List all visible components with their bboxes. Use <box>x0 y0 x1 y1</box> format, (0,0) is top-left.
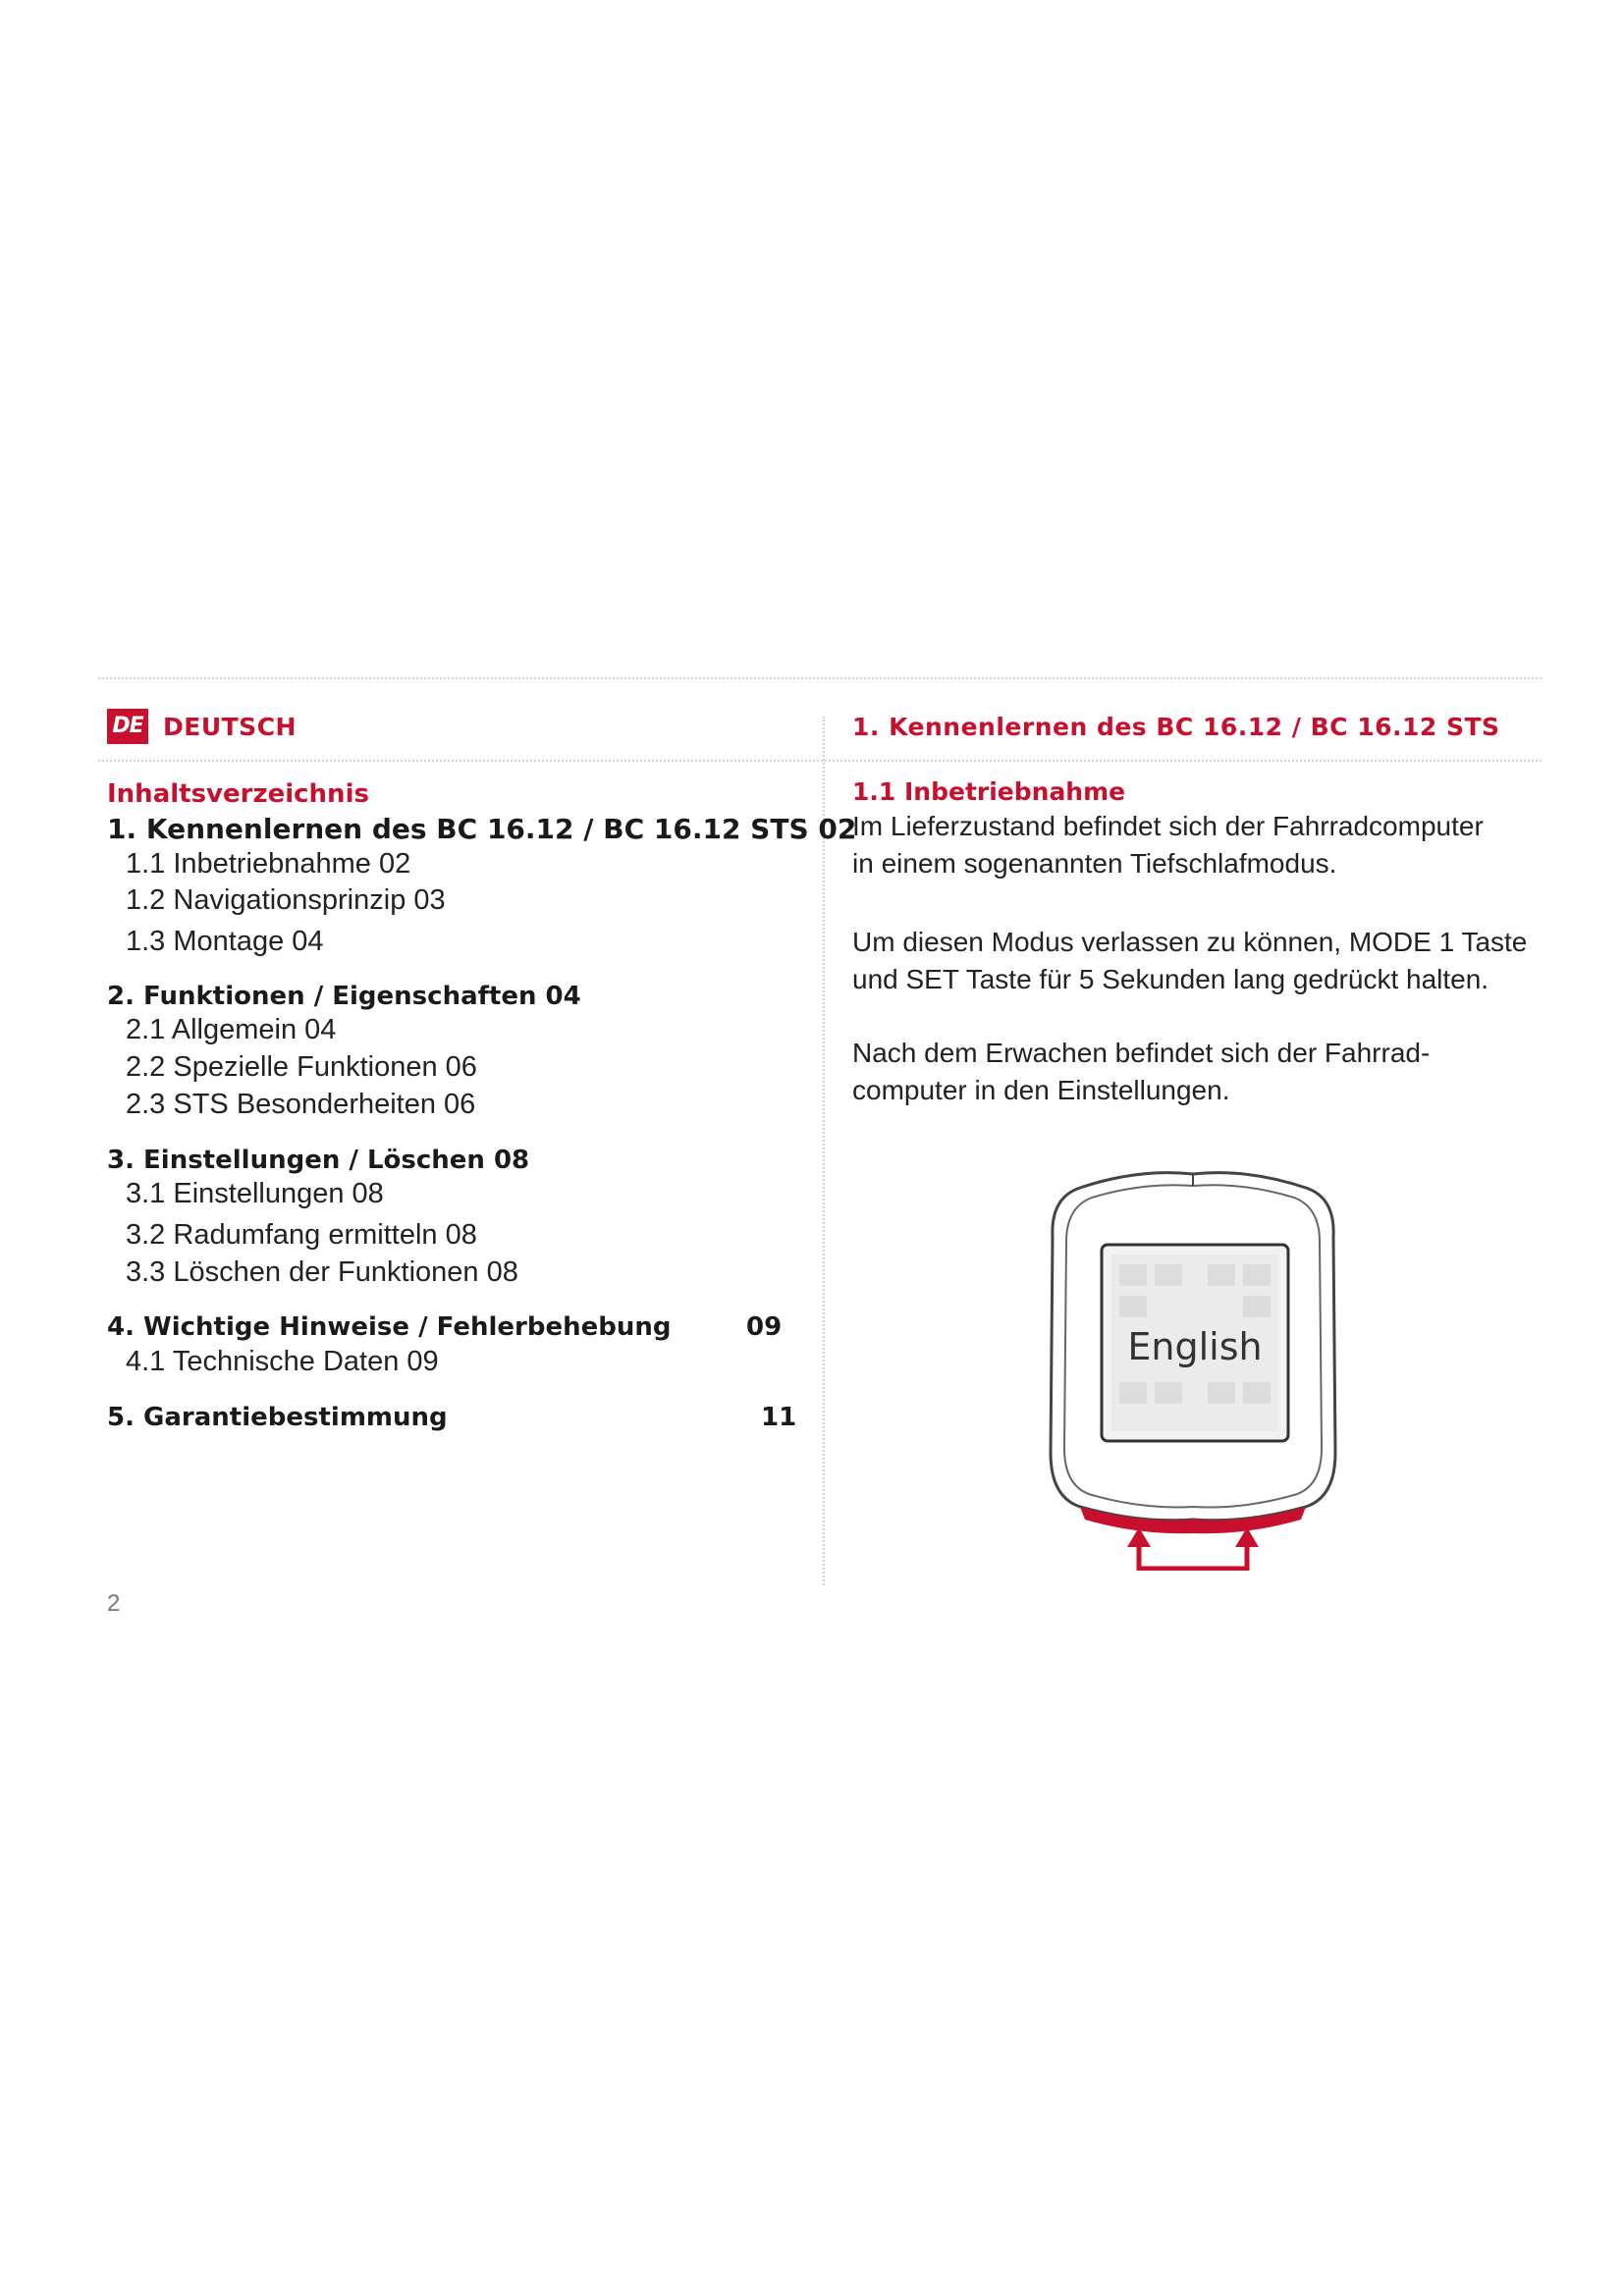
toc-entry-2-2: 2.2 Spezielle Funktionen 06 <box>126 1051 477 1083</box>
paragraph-1-line-2: in einem sogenannten Tiefschlafmodus. <box>852 848 1337 879</box>
toc-heading-5-page: 11 <box>761 1403 797 1432</box>
toc-entry-1-1: 1.1 Inbetriebnahme 02 <box>126 848 411 880</box>
right-header: 1. Kennenlernen des BC 16.12 / BC 16.12 STS <box>852 713 1500 741</box>
toc-entry-3-1: 3.1 Einstellungen 08 <box>126 1178 384 1209</box>
bike-computer-illustration <box>1041 1158 1345 1571</box>
paragraph-2-line-1: Um diesen Modus verlassen zu können, MODE 1 Taste <box>852 927 1528 957</box>
toc-heading-1: 1. Kennenlernen des BC 16.12 / BC 16.12 STS 02 <box>107 813 857 845</box>
toc-title: Inhaltsverzeichnis <box>107 779 369 809</box>
paragraph-3-line-2: computer in den Einstellungen. <box>852 1075 1230 1105</box>
header-divider <box>98 760 1542 762</box>
display-text: English <box>1127 1325 1263 1368</box>
paragraph-3-line-1: Nach dem Erwachen befindet sich der Fahrrad- <box>852 1038 1431 1068</box>
toc-entry-3-2: 3.2 Radumfang ermitteln 08 <box>126 1219 477 1251</box>
toc-entry-1-2: 1.2 Navigationsprinzip 03 <box>126 884 446 916</box>
toc-entry-3-3: 3.3 Löschen der Funktionen 08 <box>126 1256 518 1288</box>
toc-entry-2-3: 2.3 STS Besonderheiten 06 <box>126 1089 476 1120</box>
language-badge: DE <box>107 709 148 744</box>
toc-entry-4-1: 4.1 Technische Daten 09 <box>126 1346 439 1377</box>
top-divider <box>98 677 1542 679</box>
toc-entry-1-3: 1.3 Montage 04 <box>126 926 324 957</box>
paragraph-1-line-1: Im Lieferzustand befindet sich der Fahrradcomputer <box>852 811 1484 841</box>
column-divider <box>823 717 825 1585</box>
section-title: 1.1 Inbetriebnahme <box>852 777 1126 806</box>
toc-heading-3: 3. Einstellungen / Löschen 08 <box>107 1146 530 1175</box>
toc-heading-4: 4. Wichtige Hinweise / Fehlerbehebung <box>107 1312 672 1342</box>
toc-heading-4-page: 09 <box>746 1312 783 1342</box>
toc-heading-5: 5. Garantiebestimmung <box>107 1403 448 1432</box>
page-number: 2 <box>107 1590 121 1617</box>
left-header: DEUTSCH <box>163 713 297 741</box>
toc-heading-2: 2. Funktionen / Eigenschaften 04 <box>107 982 581 1011</box>
paragraph-2-line-2: und SET Taste für 5 Sekunden lang gedrückt halten. <box>852 964 1489 994</box>
toc-entry-2-1: 2.1 Allgemein 04 <box>126 1014 337 1045</box>
